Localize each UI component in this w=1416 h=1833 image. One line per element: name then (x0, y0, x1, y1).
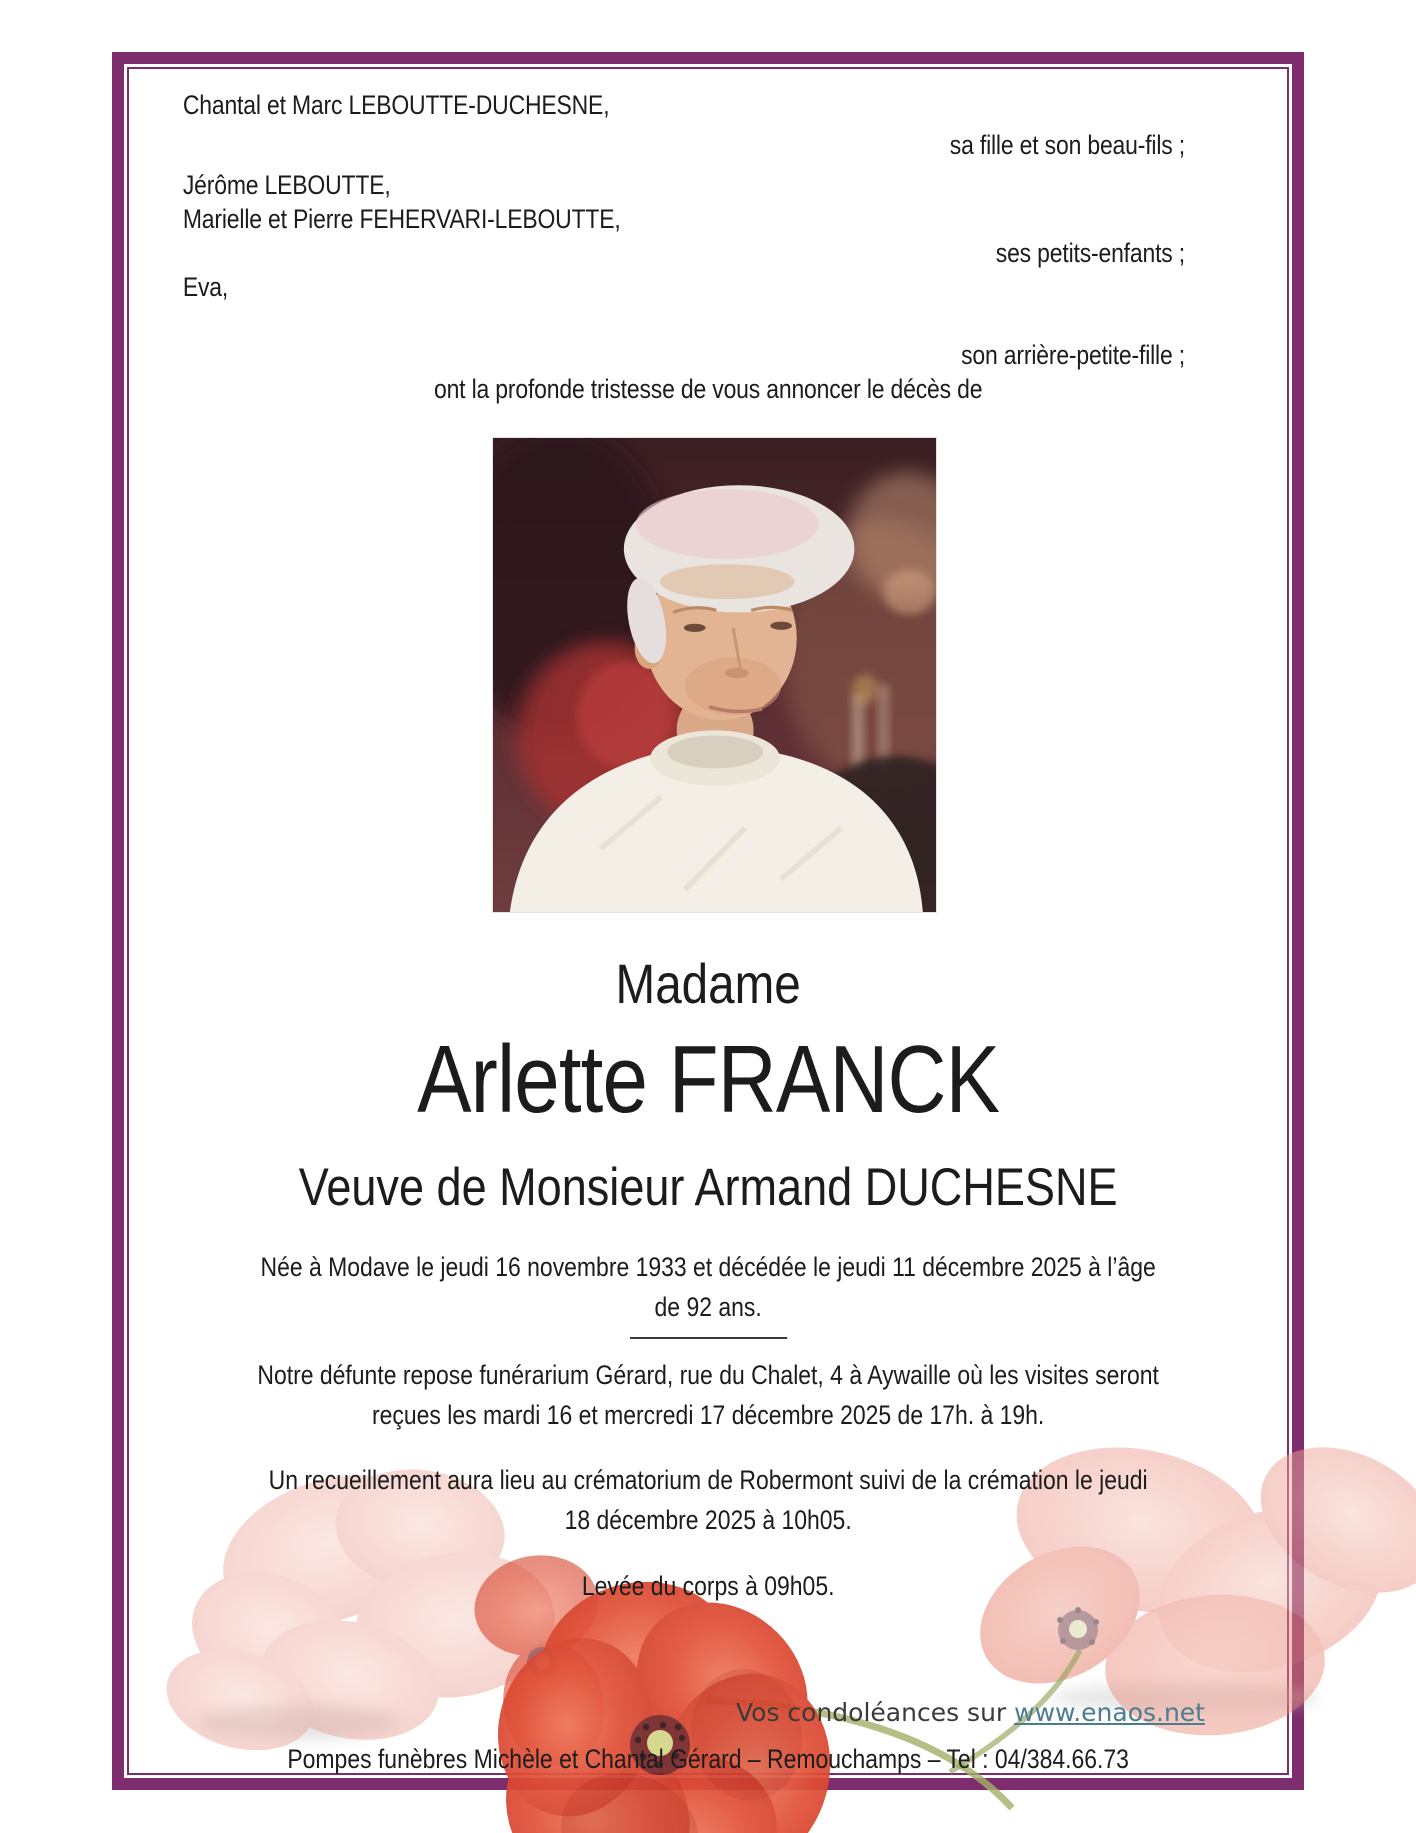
deceased-title: Madame (615, 952, 801, 1015)
condolences-line (736, 1697, 1205, 1729)
family-names-line: Chantal et Marc LEBOUTTE-DUCHESNE, (182, 90, 610, 120)
widow-line: Veuve de Monsieur Armand DUCHESNE (298, 1158, 1118, 1217)
family-relation-line: sa fille et son beau-fils ; (949, 130, 1185, 160)
birth-death-line: de 92 ans. (654, 1292, 762, 1322)
levee-line: Levée du corps à 09h05. (581, 1571, 835, 1601)
repose-line: Notre défunte repose funérarium Gérard, rue du Chalet, 4 à Aywaille où les visites seront (257, 1360, 1159, 1390)
condolences-link[interactable]: www.enaos.net (1014, 1698, 1205, 1727)
funeral-home-line: Pompes funèbres Michèle et Chantal Gérard – Remouchamps – Tel : 04/384.66.73 (287, 1744, 1129, 1774)
birth-death-line: Née à Modave le jeudi 16 novembre 1933 et décédée le jeudi 11 décembre 2025 à l’âge (260, 1252, 1156, 1282)
condolences-text: Vos condoléances sur (735, 1698, 1007, 1727)
family-names-line: Eva, (182, 272, 229, 302)
ceremony-line: Un recueillement aura lieu au crématorium de Robermont suivi de la crémation le jeudi (268, 1465, 1148, 1495)
family-relation-line: ses petits-enfants ; (995, 238, 1185, 268)
family-names-line: Marielle et Pierre FEHERVARI-LEBOUTTE, (182, 204, 621, 234)
family-names-line: Jérôme LEBOUTTE, (182, 170, 391, 200)
announcement-intro: ont la profonde tristesse de vous annoncer le décès de (433, 374, 983, 404)
section-divider (630, 1337, 787, 1339)
repose-line: reçues les mardi 16 et mercredi 17 décembre 2025 de 17h. à 19h. (371, 1400, 1045, 1430)
family-relation-line: son arrière-petite-fille ; (961, 340, 1185, 370)
deceased-name: Arlette FRANCK (417, 1026, 1000, 1133)
ceremony-line: 18 décembre 2025 à 10h05. (564, 1505, 852, 1535)
announcement-text (131, 63, 1285, 1776)
